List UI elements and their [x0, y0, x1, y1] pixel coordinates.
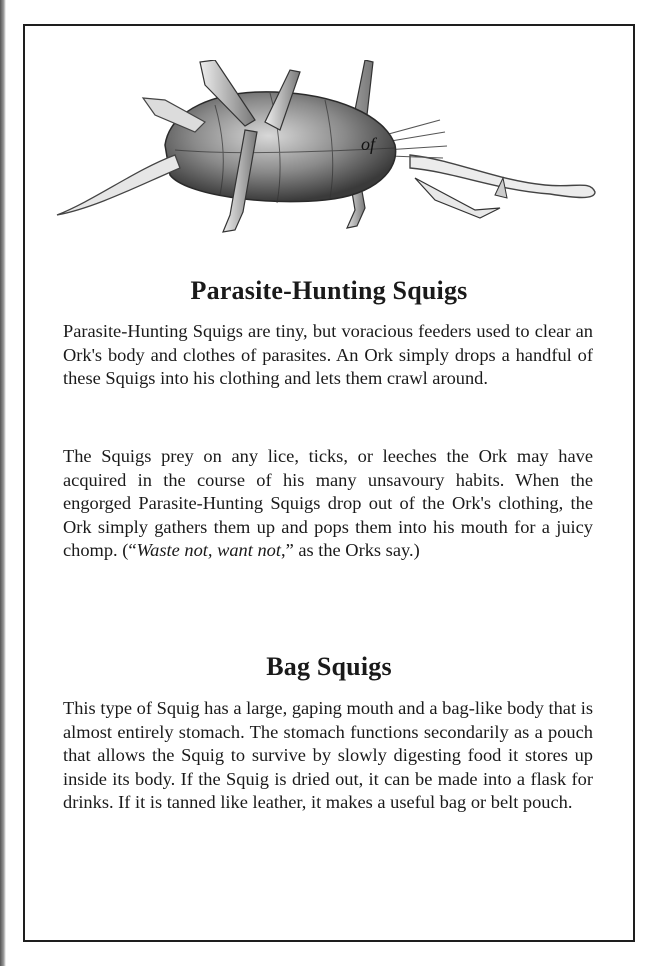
paragraph-text: ,” as the Orks say.) — [280, 540, 420, 561]
section-heading-parasite-hunting-squigs: Parasite-Hunting Squigs — [190, 276, 468, 305]
paragraph-parasite-intro: Parasite-Hunting Squigs are tiny, but voracious feeders used to clear an Ork's body and clothes of parasites. An Ork simply drops a handful of these Squigs into his clothing and lets them crawl around. — [63, 321, 593, 389]
scan-edge — [0, 0, 6, 966]
squig-illustration — [55, 60, 600, 235]
svg-text:of: of — [361, 134, 376, 154]
emphasized-quote: Waste not, want not — [136, 540, 281, 561]
paragraph-bag-squigs: This type of Squig has a large, gaping mouth and a bag-like body that is almost entirely stomach. The stomach functions secondarily as a pouch that allows the Squig to survive by slowly digesting food it stores up inside its body. If the Squig is dried out, it can be made into a flask for drinks. If it is tanned like leather, it makes a useful bag or belt pouch. — [63, 698, 593, 813]
paragraph-parasite-detail — [63, 445, 593, 563]
section-heading-bag-squigs: Bag Squigs — [266, 652, 392, 681]
paragraph-text: The Squigs prey on any lice, ticks, or leeches the Ork may have acquired in the course of his many unsavoury habits. When the engorged Parasite-Hunting Squigs drop out of the Ork's clothing, the Ork simply gathers them up and pops them into his mouth for a juicy chomp. (“ — [63, 446, 593, 561]
